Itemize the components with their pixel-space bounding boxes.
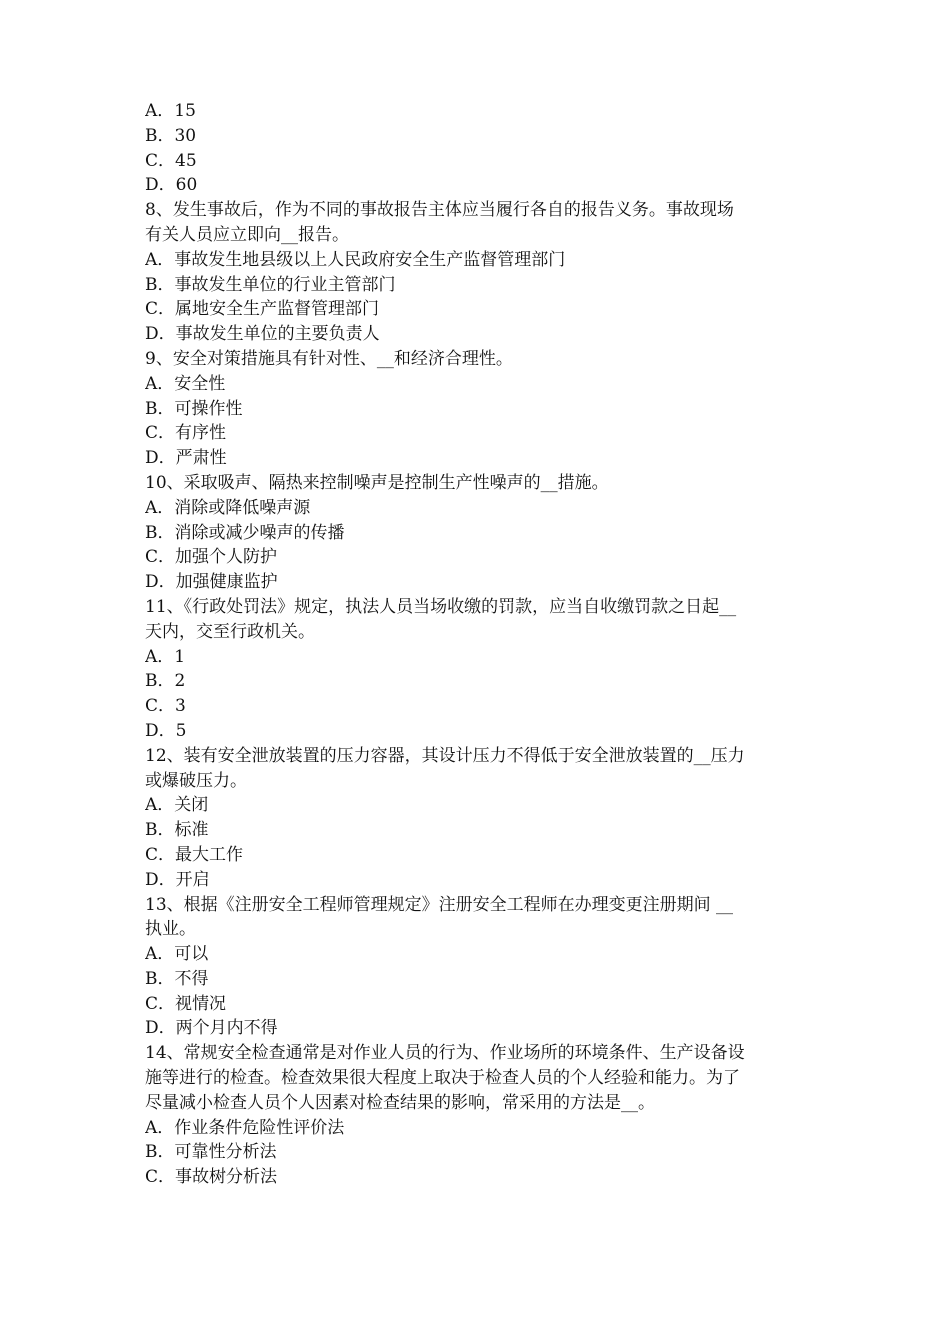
option-b-q12: B．标准	[145, 820, 209, 841]
option-d-q7: D．60	[145, 175, 198, 196]
document-page	[145, 99, 815, 1190]
question-8-line-1: 8、发生事故后，作为不同的事故报告主体应当履行各自的报告义务。事故现场	[145, 200, 734, 221]
option-b-q8: B．事故发生单位的行业主管部门	[145, 274, 396, 295]
question-11-line-1: 11、《行政处罚法》规定，执法人员当场收缴的罚款，应当自收缴罚款之日起__	[145, 596, 737, 617]
question-13-line-1: 13、根据《注册安全工程师管理规定》注册安全工程师在办理变更注册期间 __	[145, 894, 734, 915]
option-c-q10: C．加强个人防护	[145, 547, 278, 568]
question-9: 9、安全对策措施具有针对性、__和经济合理性。	[145, 348, 513, 369]
option-a-q12: A．关闭	[145, 795, 209, 816]
question-14-line-1: 14、常规安全检查通常是对作业人员的行为、作业场所的环境条件、生产设备设	[145, 1043, 745, 1064]
question-14-line-2: 施等进行的检查。检查效果很大程度上取决于检查人员的个人经验和能力。为了	[145, 1068, 740, 1089]
option-d-q8: D．事故发生单位的主要负责人	[145, 324, 380, 345]
option-b-q10: B．消除或减少噪声的传播	[145, 522, 345, 543]
option-a-q8: A．事故发生地县级以上人民政府安全生产监督管理部门	[145, 249, 566, 270]
question-10: 10、采取吸声、隔热来控制噪声是控制生产性噪声的__措施。	[145, 472, 609, 493]
option-c-q7: C．45	[145, 150, 197, 171]
option-a-q9: A．安全性	[145, 373, 226, 394]
option-d-q12: D．开启	[145, 869, 210, 890]
option-c-q8: C．属地安全生产监督管理部门	[145, 299, 380, 320]
question-13-line-2: 执业。	[145, 919, 196, 940]
option-d-q13: D．两个月内不得	[145, 1018, 278, 1039]
option-b-q14: B．可靠性分析法	[145, 1142, 277, 1163]
question-11-line-2: 天内，交至行政机关。	[145, 621, 315, 642]
option-a-q11: A．1	[145, 646, 186, 667]
question-8-line-2: 有关人员应立即向__报告。	[145, 224, 349, 245]
question-14-line-3: 尽量减小检查人员个人因素对检查结果的影响，常采用的方法是__。	[145, 1092, 655, 1113]
option-c-q14: C．事故树分析法	[145, 1167, 278, 1188]
option-c-q9: C．有序性	[145, 423, 227, 444]
option-c-q11: C．3	[145, 696, 186, 717]
option-b-q13: B．不得	[145, 968, 209, 989]
option-b-q11: B．2	[145, 671, 186, 692]
question-12-line-2: 或爆破压力。	[145, 770, 247, 791]
option-a-q7: A．15	[145, 101, 196, 121]
option-b-q7: B．30	[145, 125, 197, 146]
option-a-q14: A．作业条件危险性评价法	[145, 1117, 345, 1138]
option-c-q12: C．最大工作	[145, 844, 244, 865]
option-d-q11: D．5	[145, 720, 187, 741]
question-12-line-1: 12、装有安全泄放装置的压力容器，其设计压力不得低于安全泄放装置的__压力	[145, 745, 745, 766]
option-b-q9: B．可操作性	[145, 398, 243, 419]
option-a-q13: A．可以	[145, 944, 209, 965]
option-c-q13: C．视情况	[145, 993, 227, 1014]
option-d-q9: D．严肃性	[145, 448, 227, 469]
option-d-q10: D．加强健康监护	[145, 572, 278, 593]
option-a-q10: A．消除或降低噪声源	[145, 497, 311, 518]
